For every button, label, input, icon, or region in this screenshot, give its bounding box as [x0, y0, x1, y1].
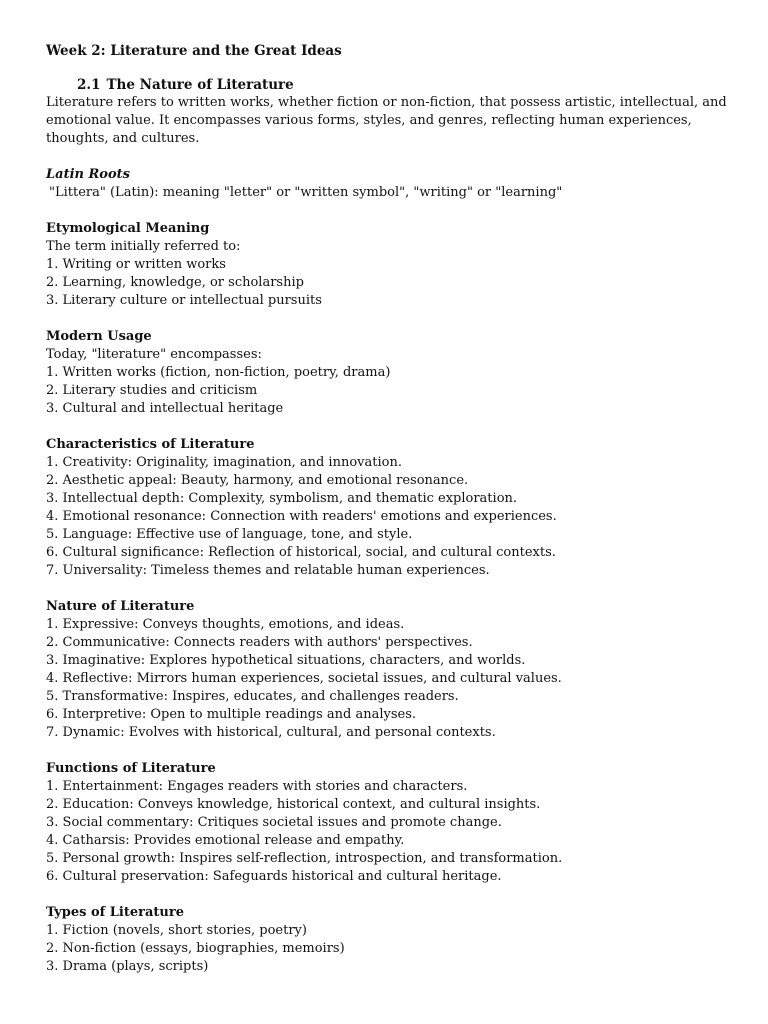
list-item: 3. Drama (plays, scripts): [46, 959, 209, 974]
list-item: 1. Entertainment: Engages readers with stories and characters.: [46, 779, 468, 794]
section-number: 2.1: [77, 77, 101, 93]
list-item: 3. Intellectual depth: Complexity, symbolism, and thematic exploration.: [46, 491, 518, 506]
functions-heading: Functions of Literature: [46, 761, 216, 776]
nature-block: [46, 598, 736, 742]
list-item: 3. Social commentary: Critiques societal issues and promote change.: [46, 815, 502, 830]
etymological-block: [46, 220, 736, 310]
latin-roots-heading: Latin Roots: [46, 167, 130, 182]
list-item: 5. Transformative: Inspires, educates, and challenges readers.: [46, 689, 459, 704]
list-item: 2. Learning, knowledge, or scholarship: [46, 275, 304, 290]
intro-paragraph: Literature refers to written works, whether fiction or non-fiction, that possess artistic, intellectual, and emotional value. It encompasses various forms, styles, and genres, reflecting human experiences, thoughts, and cultures.: [46, 95, 727, 146]
list-item: 4. Catharsis: Provides emotional release and empathy.: [46, 833, 405, 848]
list-item: 4. Reflective: Mirrors human experiences, societal issues, and cultural values.: [46, 671, 562, 686]
list-item: 2. Aesthetic appeal: Beauty, harmony, and emotional resonance.: [46, 473, 469, 488]
types-block: [46, 904, 736, 976]
list-item: 2. Non-fiction (essays, biographies, memoirs): [46, 941, 345, 956]
modern-usage-heading: Modern Usage: [46, 329, 152, 344]
characteristics-heading: Characteristics of Literature: [46, 437, 255, 452]
list-item: 2. Communicative: Connects readers with authors' perspectives.: [46, 635, 473, 650]
list-item: 3. Cultural and intellectual heritage: [46, 401, 284, 416]
types-heading: Types of Literature: [46, 905, 184, 920]
list-item: 1. Creativity: Originality, imagination, and innovation.: [46, 455, 402, 470]
list-item: 2. Literary studies and criticism: [46, 383, 258, 398]
list-item: 7. Dynamic: Evolves with historical, cultural, and personal contexts.: [46, 725, 496, 740]
list-item: 1. Written works (fiction, non-fiction, poetry, drama): [46, 365, 391, 380]
etymological-heading: Etymological Meaning: [46, 221, 210, 236]
latin-roots-text: "Littera" (Latin): meaning "letter" or "written symbol", "writing" or "learning": [49, 185, 563, 200]
document-title: Week 2: Literature and the Great Ideas: [46, 43, 342, 59]
list-item: 6. Cultural significance: Reflection of historical, social, and cultural contexts.: [46, 545, 556, 560]
list-item: 1. Writing or written works: [46, 257, 226, 272]
list-item: 7. Universality: Timeless themes and relatable human experiences.: [46, 563, 490, 578]
section-title: The Nature of Literature: [106, 77, 294, 93]
functions-block: [46, 760, 736, 886]
etymological-intro: The term initially referred to:: [46, 239, 241, 254]
modern-usage-intro: Today, "literature" encompasses:: [46, 347, 262, 362]
list-item: 3. Literary culture or intellectual pursuits: [46, 293, 322, 308]
list-item: 6. Cultural preservation: Safeguards historical and cultural heritage.: [46, 869, 502, 884]
list-item: 4. Emotional resonance: Connection with readers' emotions and experiences.: [46, 509, 557, 524]
list-item: 2. Education: Conveys knowledge, historical context, and cultural insights.: [46, 797, 541, 812]
list-item: 5. Language: Effective use of language, tone, and style.: [46, 527, 413, 542]
section-heading: [46, 76, 736, 94]
list-item: 1. Expressive: Conveys thoughts, emotions, and ideas.: [46, 617, 405, 632]
list-item: 1. Fiction (novels, short stories, poetry): [46, 923, 307, 938]
list-item: 3. Imaginative: Explores hypothetical situations, characters, and worlds.: [46, 653, 526, 668]
list-item: 5. Personal growth: Inspires self-reflection, introspection, and transformation.: [46, 851, 563, 866]
nature-heading: Nature of Literature: [46, 599, 195, 614]
characteristics-block: [46, 436, 736, 580]
document-page: [46, 42, 736, 976]
list-item: 6. Interpretive: Open to multiple readings and analyses.: [46, 707, 416, 722]
modern-usage-block: [46, 328, 736, 418]
latin-roots-block: [46, 166, 736, 202]
